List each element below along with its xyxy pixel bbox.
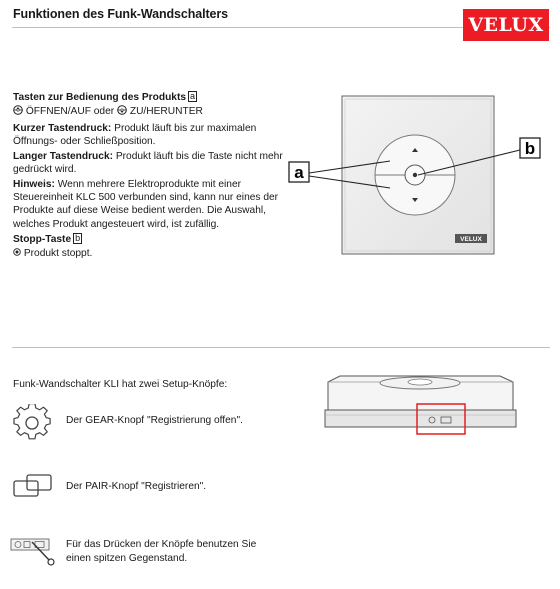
buttons-open-label: ÖFFNEN/AUF oder <box>25 106 115 117</box>
stop-heading-line <box>13 233 283 246</box>
note-label: Hinweis: <box>13 179 55 190</box>
ref-box-a: a <box>190 91 196 101</box>
ref-box-b: b <box>75 233 81 243</box>
page-title: Funktionen des Funk-Wandschalters <box>13 7 229 21</box>
stop-line <box>13 247 283 260</box>
switch-side-figure <box>320 370 520 440</box>
stop-heading: Stopp-Taste <box>13 234 72 245</box>
wall-switch-figure <box>285 90 555 265</box>
short-press-label: Kurzer Tastendruck: <box>13 123 112 134</box>
buttons-line <box>13 105 283 118</box>
pin-tool-icon <box>10 533 58 567</box>
note-para <box>13 178 283 231</box>
gear-icon <box>13 404 51 442</box>
short-press-text: Produkt läuft bis zur maximalen Öffnungs- oder Schließposition. <box>13 123 257 148</box>
callout-a: a <box>294 163 304 182</box>
note-text: Wenn mehrere Elektroprodukte mit einer Steuereinheit KLC 500 verbunden sind, kann nur eines der Produkte auf diese Weise bedient werden. Die Auswahl, welches Produkt angesteuert wird, ist zufällig. <box>13 179 279 230</box>
buttons-close-label: ZU/HERUNTER <box>129 106 203 117</box>
pair-icon <box>12 472 54 500</box>
up-arrow-button-icon <box>13 105 23 115</box>
device-logo-text: VELUX <box>460 236 482 243</box>
buttons-heading: Tasten zur Bedienung des Produkts <box>13 92 187 103</box>
callout-b: b <box>524 139 536 158</box>
section-divider <box>12 347 550 348</box>
velux-logo: VELUX <box>463 9 549 41</box>
short-press-para <box>13 122 283 148</box>
down-arrow-button-icon <box>117 105 127 115</box>
pair-text: Der PAIR-Knopf "Registrieren". <box>66 481 207 492</box>
setup-intro: Funk-Wandschalter KLI hat zwei Setup-Knöpfe: <box>13 379 228 390</box>
buttons-heading-line <box>13 91 283 104</box>
gear-text: Der GEAR-Knopf "Registrierung offen". <box>66 415 243 426</box>
long-press-label: Langer Tastendruck: <box>13 151 114 162</box>
stop-text: Produkt stoppt. <box>23 248 93 259</box>
stop-dot-icon <box>13 248 21 256</box>
long-press-para <box>13 150 283 176</box>
long-press-text: Produkt läuft bis die Taste nicht mehr gedrückt wird. <box>13 151 283 176</box>
tool-text: Für das Drücken der Knöpfe benutzen Sie einen spitzen Gegenstand. <box>66 539 257 564</box>
